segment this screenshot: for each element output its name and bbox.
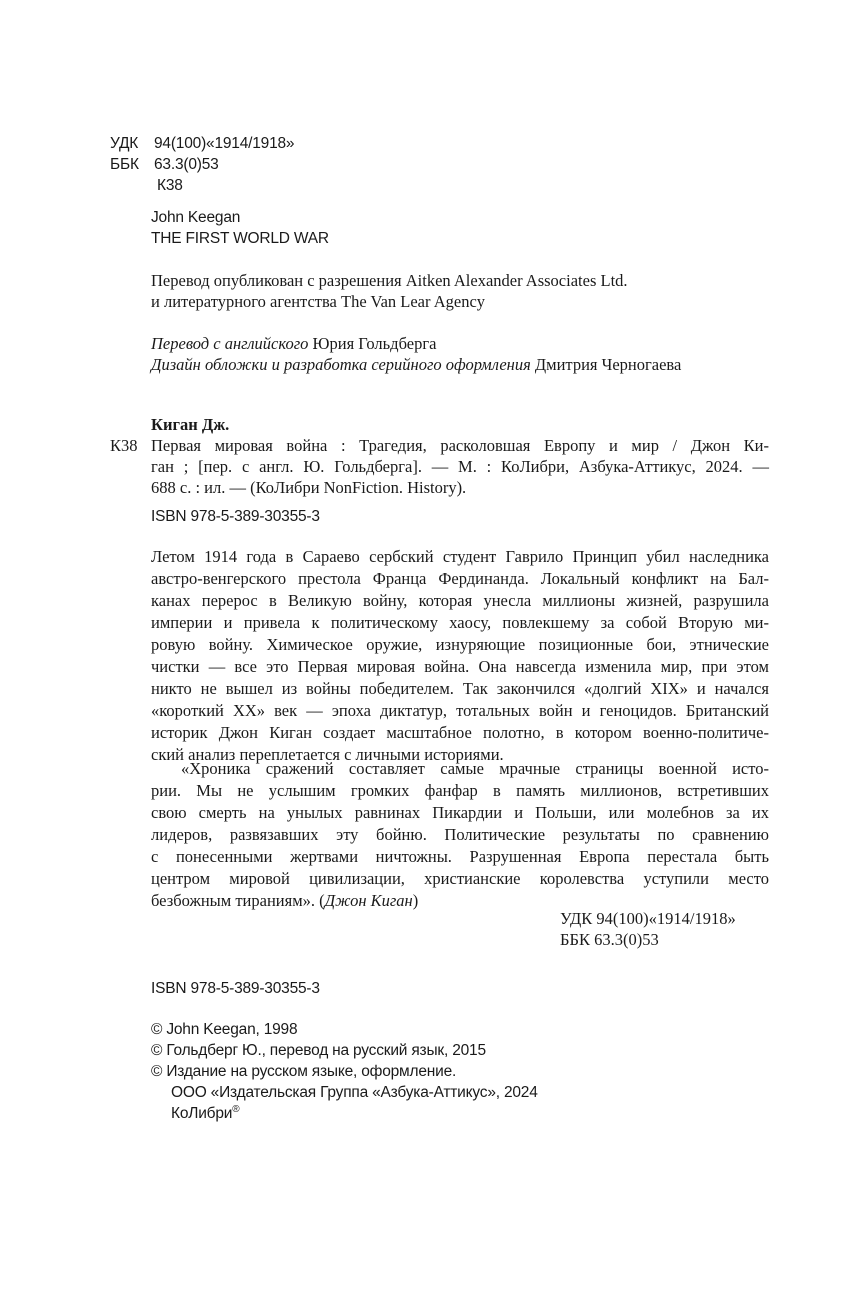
publisher-line: ООО «Издательская Группа «Азбука-Аттикус», 2024	[171, 1084, 538, 1101]
bib-heading: Киган Дж.	[151, 415, 230, 434]
translation-label: Перевод с английского	[151, 334, 309, 353]
copyright-line: © John Keegan, 1998	[151, 1021, 298, 1038]
quote-attr-open: (	[319, 891, 325, 910]
quote-line: рии. Мы не услышим громких фанфар в память миллионов, встретивших	[151, 781, 769, 800]
annotation-line: ровую войну. Химическое оружие, изнуряющие позиционные бои, этнические	[151, 635, 769, 654]
bbk-line	[110, 154, 219, 176]
registered-mark-icon: ®	[232, 1103, 240, 1115]
bib-line-3: 688 с. : ил. — (КоЛибри NonFiction. History).	[151, 478, 467, 497]
udk-repeat: УДК 94(100)«1914/1918»	[560, 909, 736, 928]
annotation-line: канах перерос в Великую войну, которая унесла миллионы жизней, разрушила	[151, 591, 769, 610]
annotation-line: «короткий XX» век — эпоха диктатур, тотальных войн и геноцидов. Британский	[151, 701, 769, 720]
design-label: Дизайн обложки и разработка серийного оформления	[151, 355, 531, 374]
translation-name: Юрия Гольдберга	[312, 334, 437, 353]
annotation-line: чистки — все это Первая мировая война. Она навсегда изменила мир, при этом	[151, 657, 769, 676]
bib-isbn: ISBN 978-5-389-30355-3	[151, 508, 320, 525]
quote-block	[151, 758, 769, 912]
original-title: THE FIRST WORLD WAR	[151, 230, 329, 247]
annotation-line: империи и привела к политическому хаосу, повлекшему за собой Вторую ми-	[151, 613, 769, 632]
bib-sign: К38	[110, 436, 138, 455]
copyright-line: © Гольдберг Ю., перевод на русский язык, 2015	[151, 1042, 486, 1059]
author-sign: К38	[157, 177, 183, 194]
quote-line: с понесенными жертвами ничтожны. Разрушенная Европа перестала быть	[151, 847, 769, 866]
original-author: John Keegan	[151, 209, 241, 226]
annotation-line: Летом 1914 года в Сараево сербский студент Гаврило Принцип убил наследника	[151, 547, 769, 566]
quote-attribution: Джон Киган	[324, 891, 413, 910]
quote-line: «Хроника сражений составляет самые мрачные страницы военной исто-	[181, 759, 769, 778]
rights-line-1: Перевод опубликован с разрешения Aitken Alexander Associates Ltd.	[151, 271, 628, 290]
design-credit	[151, 354, 681, 376]
annotation-line: австро-венгерского престола Франца Фердинанда. Локальный конфликт на Бал-	[151, 569, 769, 588]
bbk-value: 63.3(0)53	[154, 156, 219, 173]
quote-line: лидеров, развязавших эту бойню. Политические результаты по сравнению	[151, 825, 769, 844]
quote-last: безбожным тираниям».	[151, 891, 316, 910]
quote-line: центром мировой цивилизации, христианские королевства уступили место	[151, 869, 769, 888]
annotation-paragraph	[151, 546, 769, 766]
quote-line: свою смерть на унылых равнинах Пикардии и Польши, или молебнов за их	[151, 803, 769, 822]
bib-line-2: ган ; [пер. с англ. Ю. Гольдберга]. — М. : КоЛибри, Азбука-Аттикус, 2024. —	[151, 457, 769, 476]
design-name: Дмитрия Черногаева	[534, 355, 682, 374]
annotation-line: историк Джон Киган создает масштабное полотно, в котором военно-политиче-	[151, 723, 769, 742]
bbk-label: ББК	[110, 156, 139, 173]
footer-isbn: ISBN 978-5-389-30355-3	[151, 980, 320, 997]
annotation-line: ский анализ переплетается с личными историями.	[151, 745, 504, 764]
rights-line-2: и литературного агентства The Van Lear Agency	[151, 292, 486, 311]
bbk-repeat: ББК 63.3(0)53	[560, 930, 659, 949]
imprint-line	[171, 1103, 239, 1125]
copyright-line: © Издание на русском языке, оформление.	[151, 1063, 457, 1080]
imprint-name: КоЛибри	[171, 1105, 233, 1122]
annotation-line: никто не вышел из войны победителем. Так закончился «долгий XIX» и начался	[151, 679, 769, 698]
udk-label: УДК	[110, 135, 139, 152]
udk-value: 94(100)«1914/1918»	[154, 135, 295, 152]
translation-credit	[151, 333, 436, 355]
udk-line	[110, 133, 294, 155]
quote-attr-close: )	[412, 891, 419, 910]
bib-line-1: Первая мировая война : Трагедия, расколовшая Европу и мир / Джон Ки-	[151, 436, 769, 455]
